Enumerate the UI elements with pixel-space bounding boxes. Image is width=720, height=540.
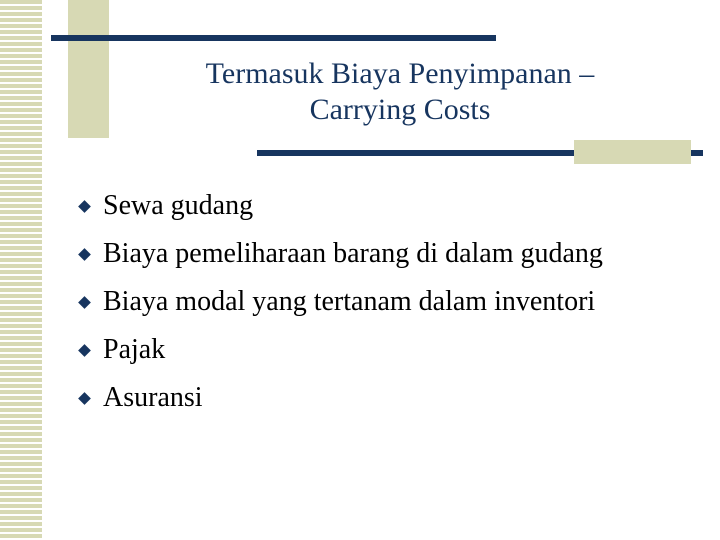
decorative-stripe-band: [0, 0, 50, 540]
diamond-bullet-icon: [78, 392, 91, 405]
bullet-item: [76, 278, 603, 326]
diamond-bullet-icon: [78, 296, 91, 309]
bullet-item: [76, 230, 603, 278]
slide-title: [140, 56, 660, 128]
decorative-accent-block-top: [68, 0, 109, 138]
slide-title-line-1: Termasuk Biaya Penyimpanan –: [205, 57, 595, 90]
bullet-item: [76, 326, 603, 374]
bullet-text: Sewa gudang: [103, 190, 254, 221]
diamond-bullet-icon: [78, 344, 91, 357]
diamond-bullet-icon: [78, 200, 91, 213]
bullet-text: Pajak: [103, 334, 166, 365]
bullet-text: Asuransi: [103, 382, 203, 413]
decorative-accent-block-bottom: [574, 140, 691, 164]
bullet-text: Biaya modal yang tertanam dalam inventori: [103, 286, 596, 317]
bullet-item: [76, 374, 603, 422]
bullet-list: [76, 182, 603, 422]
bullet-text: Biaya pemeliharaan barang di dalam gudang: [103, 238, 603, 269]
decorative-rule-top: [51, 35, 496, 41]
diamond-bullet-icon: [78, 248, 91, 261]
bullet-item: [76, 182, 603, 230]
slide-title-line-2: Carrying Costs: [309, 93, 491, 126]
